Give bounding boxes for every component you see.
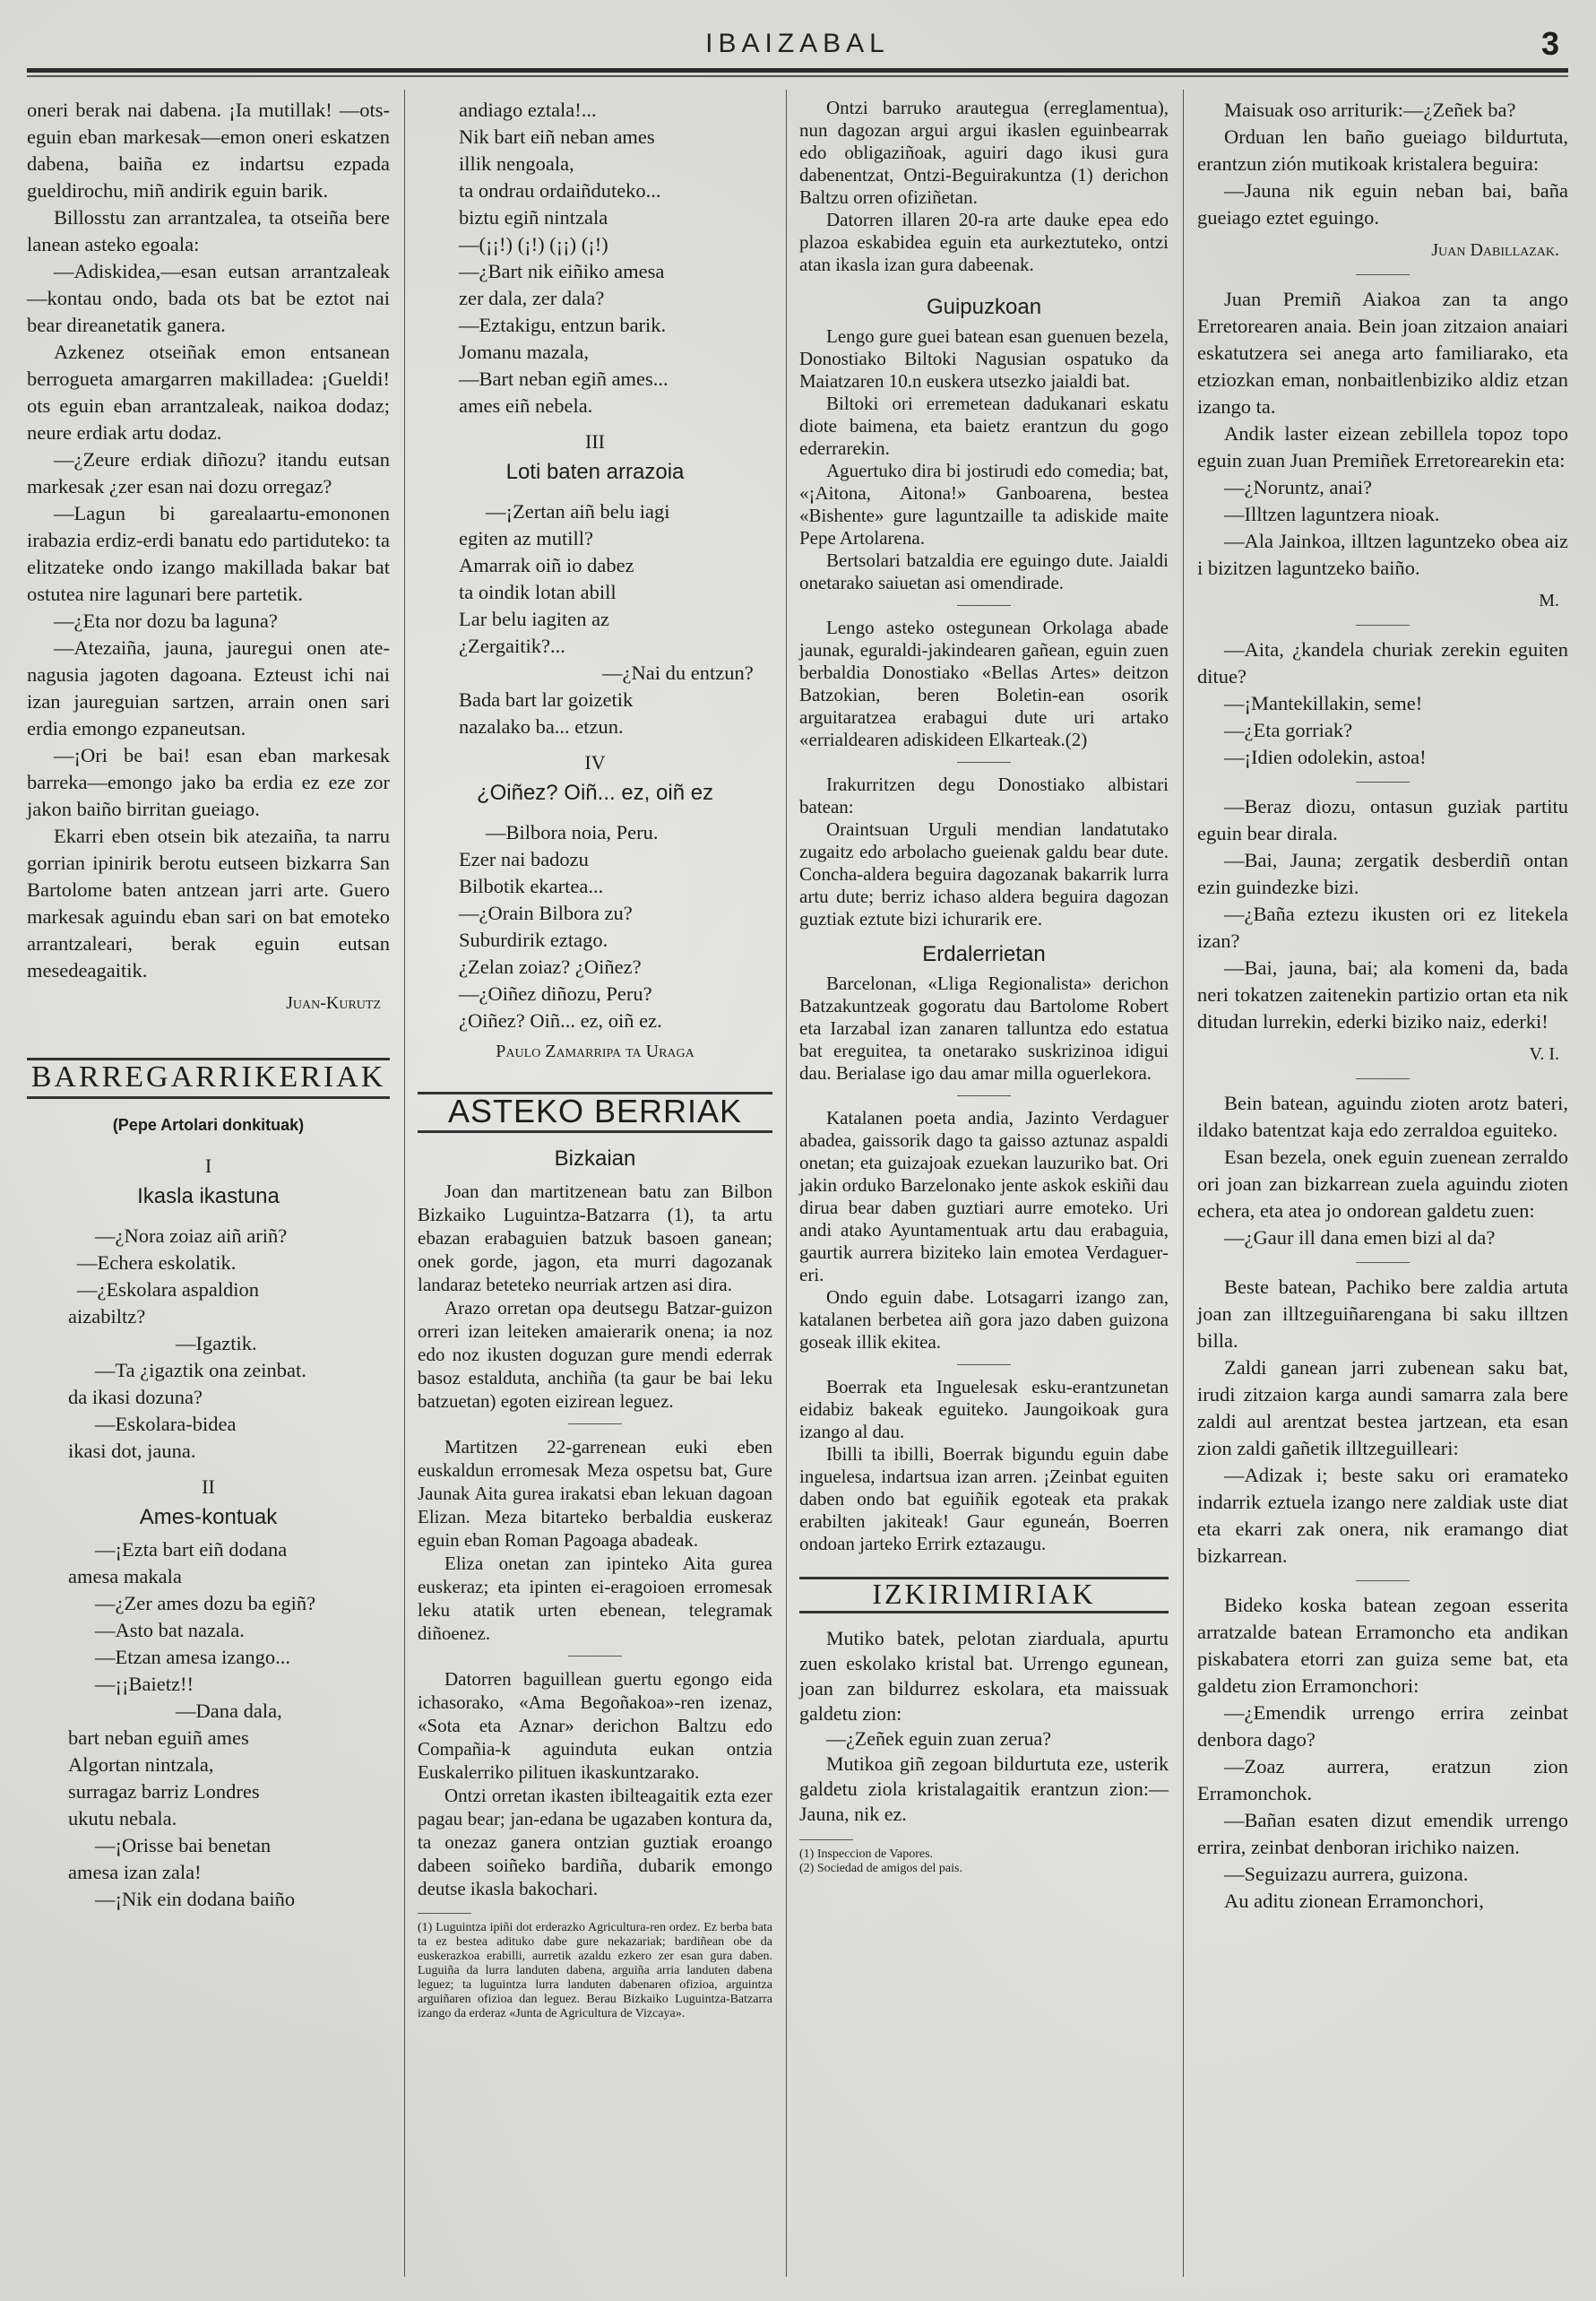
paragraph: —¿Zeñek eguin zuan zerua? [826, 1727, 1052, 1750]
paragraph: —¿Emendik urrengo errira zeinbat denbora dago? [1197, 1701, 1568, 1751]
footnote: (1) Inspeccion de Vapores. [799, 1847, 934, 1861]
verse-line: Nik bart eiñ neban ames [459, 125, 655, 148]
poem-lines [27, 1536, 390, 1913]
poem-title: Loti baten arrazoia [505, 460, 685, 484]
verse-line: —Etzan amesa izango... [95, 1646, 291, 1668]
poem-lines [418, 498, 772, 740]
section-subheading: (Pepe Artolari donkituak) [112, 1116, 305, 1134]
verse-line: andiago eztala!... [459, 99, 597, 121]
region-heading: Guipuzkoan [926, 295, 1042, 319]
paragraph: —Aita, ¿kandela churiak zerekin eguiten ditue? [1197, 638, 1568, 688]
paragraph: Ibilli ta ibilli, Boerrak bigundu eguin dabe inguelesa, indartsua izan arren. ¡Zeinbat eguiten daben ondo bat eguiñik egoteak eta prakak erabilten jakiteak! Gaur eguneán, Boerren ondoan jarteko Errirk eztazaugu. [799, 1443, 1169, 1554]
footnote-rule [418, 1913, 471, 1914]
paragraph: Ondo eguin dabe. Lotsagarri izango zan, katalanen berbetea aiñ gora jazo daben guizona goseak illik ekitea. [799, 1286, 1169, 1353]
paragraph: Barcelonan, «Lliga Regionalista» derichon Batzakuntzeak gogoratu dau Bartolome Robert eta Iarzabal izan zanaren talluntza edo estatua bat ereguitea, ta onetarako suskrizinoa idigui dau. Berialase igo dau amar milla oguerlekora. [799, 973, 1169, 1084]
verse-line: amesa makala [68, 1565, 182, 1587]
paragraph: Juan Premiñ Aiakoa zan ta ango Erretorearen anaia. Bein joan zitzaion anaiari eskatutzera sei anega arto familiarako, eta etziozkan eman, nonbaitlenbiziko aldiz etzan izango ta. [1197, 288, 1568, 418]
verse-line: —¡Orisse bai benetan [95, 1834, 272, 1856]
verse-line: —Bart neban egiñ ames... [459, 368, 669, 390]
verse-line: Bada bart lar goizetik [459, 688, 634, 711]
signature: M. [1539, 591, 1559, 610]
paragraph: Martitzen 22-garrenean euki eben euskaldun erromesak Meza ospetsu bat, Gure Jaunak Aita gurea irakatsi eban lekuan dagoan Elizan. Meza bitarteko berbaldia euskeraz eguin eban Roman Pagoaga abadeak. [418, 1436, 772, 1551]
verse-line: —Asto bat nazala. [95, 1619, 245, 1641]
separator [957, 1095, 1011, 1096]
paragraph: Bein batean, aguindu zioten arotz bateri, ildako batentzat kaja edo zerraldoa eguiteko. [1197, 1092, 1568, 1141]
verse-line: ta ondrau ordaiñduteko... [459, 179, 661, 202]
separator [957, 605, 1011, 606]
paragraph: —Zoaz aurrera, eratzun zion Erramonchok. [1197, 1755, 1568, 1804]
column-2 [418, 97, 772, 2021]
separator [1356, 1262, 1410, 1263]
verse-line: —Bilbora noia, Peru. [486, 821, 659, 843]
masthead [27, 25, 1568, 81]
verse-line: —¿Bart nik eiñiko amesa [459, 260, 665, 282]
region-heading: Bizkaian [554, 1146, 636, 1171]
section-heading: ASTEKO BERRIAK [418, 1092, 772, 1133]
column-1 [27, 97, 390, 1913]
column-divider [404, 90, 405, 2277]
masthead-rule-thin [27, 75, 1568, 77]
section-heading: BARREGARRIKERIAK [27, 1058, 390, 1099]
verse-line: zer dala, zer dala? [459, 287, 605, 309]
verse-line: ta oindik lotan abill [459, 581, 617, 603]
paragraph: Beste batean, Pachiko bere zaldia artuta joan zan illtzeguiñarengana bi saku illtzen billa. [1197, 1276, 1568, 1352]
paragraph: Aguertuko dira bi jostirudi edo comedia; bat, «¡Aitona, Aitona!» Ganboarena, bestea «Bishente» gure laguntzaille ta adiskide maite Pepe Artolarena. [799, 460, 1169, 549]
verse-line: egiten az mutill? [459, 527, 593, 549]
verse-line: bart neban eguiñ ames [68, 1726, 249, 1749]
paragraph: —Bai, jauna, bai; ala komeni da, bada neri tokatzen zaitenekin partizio ortan eta nik ditudan lurrekin, ederki biziko naiz, ederki! [1197, 956, 1568, 1033]
verse-line: Lar belu iagiten az [459, 608, 610, 630]
separator [1356, 1078, 1410, 1079]
verse-line: biztu egiñ nintzala [459, 206, 608, 229]
paragraph: —¿Eta gorriak? [1224, 719, 1353, 741]
poem-number: IV [584, 751, 606, 774]
paragraph: —¿Noruntz, anai? [1224, 476, 1372, 498]
paragraph: Arazo orretan opa deutsegu Batzar-guizon orreri izan leiteken amaierarik onena; ia noz edo noz ikusten doguzan gure mendi ederrak basoz estalduta, anchiña (ta gaur be bai leku batzuetan) egoten eizirean leguez. [418, 1297, 772, 1412]
paragraph: —¿Zeure erdiak diñozu? itandu eutsan markesak ¿zer esan nai dozu orregaz? [27, 448, 390, 497]
verse-line: —¿Oiñez diñozu, Peru? [459, 982, 652, 1005]
verse-line: Jomanu mazala, [459, 341, 589, 363]
paragraph: Maisuak oso arriturik:—¿Zeñek ba? [1224, 99, 1516, 121]
paragraph: Billosstu zan arrantzalea, ta otseiña bere lanean asteko egoala: [27, 206, 390, 255]
paragraph: Esan bezela, onek eguin zuenean zerraldo ori joan zan bizkarrean zuela aguindu zioten echera, eta atea jo ondorean galdetu zuen: [1197, 1146, 1568, 1222]
verse-line: ¿Zergaitik?... [459, 635, 565, 657]
signature: Juan-Kurutz [286, 993, 381, 1013]
paragraph: —Illtzen laguntzera nioak. [1224, 503, 1440, 525]
paragraph: Eliza onetan zan ipinteko Aita gurea euskeraz; eta ipinten ei-eragoioen erromesak leku atatik urten ebenean, telegramak diñoenez. [418, 1553, 772, 1644]
paragraph: Ontzi barruko arautegua (erreglamentua), nun dagozan argui argui ikaslen eguinbearrak edo obligaziñoak, aguiri dago ikusi gura dabenentzat, Ontzi-Beguirakuntza (1) derichon Baltzu orren ofiziñetan. [799, 97, 1169, 208]
paragraph: —Beraz diozu, ontasun guziak partitu eguin bear dirala. [1197, 795, 1568, 844]
paragraph: Oraintsuan Urguli mendian landatutako zugaitz edo arbolacho gueienak galdu bear dute. Concha-aldera beguira dagozanak bakarrik lurra artu dute; berriz ichaso aldera beguira dagozan guztiak eztute bizi ichurarik ere. [799, 818, 1169, 930]
verse-line: Ezer nai badozu [459, 848, 589, 870]
verse-line: —¿Nai du entzun? [602, 662, 754, 684]
separator [1356, 625, 1410, 626]
verse-line: nazalako ba... etzun. [459, 715, 624, 738]
verse-line: surragaz barriz Londres [68, 1780, 260, 1803]
paragraph: Datorren baguillean guertu egongo eida ichasorako, «Ama Begoñakoa»-ren izenaz, «Sota eta Aznar» derichon Baltzu edo Compañia-k aguinduta eukan ontzia Euskalerriko pilituen ikaskuntzarako. [418, 1668, 772, 1783]
verse-line: Amarrak oiñ io dabez [459, 554, 634, 576]
paragraph: Ekarri eben otsein bik atezaiña, ta narru gorrian ipinirik berotu eutseen bizkarra San Bartolome baten antzean jarri arte. Guero markesak aguindu eban sari on bat emoteko arrantzaleari, berak eguin eutsan mesedeagaitik. [27, 825, 390, 982]
poem-number: I [204, 1155, 212, 1177]
page-number: 3 [1540, 25, 1559, 62]
paragraph: Au aditu zionean Erramonchori, [1224, 1890, 1484, 1912]
footnote: (1) Luguintza ipiñi dot erderazko Agricultura-ren ordez. Ez berba bata ta ez bestea adituko dabe gure nekazariak; bardiñean obe da euskerazkoa erabilli, aurretik azaldu ezkero zer esan gura daben. Luguiña da lurra landuten dabena, arguiña arria landuten dabena leguez; ta luguintza lurra landuten dabenaren ofizioa, arguintza arguiñaren ofizioa dan leguez. Berau Bizkaiko Luguintza-Batzarra izango da erderaz «Junta de Agricultura de Vizcaya». [418, 1921, 772, 2020]
paragraph: —Ala Jainkoa, illtzen laguntzeko obea aiz i bizitzen laguntzeko baiño. [1197, 530, 1568, 579]
paragraph: Boerrak eta Inguelesak esku-erantzunetan eidabiz bakeak eguiteko. Jaungoikoak gura izango al dau. [799, 1376, 1169, 1442]
paragraph: Orduan len baño gueiago bildurtuta, erantzun zión mutikoak kristalera beguira: [1197, 125, 1568, 175]
verse-line: Suburdirik eztago. [459, 929, 608, 951]
verse-line: —¿Eskolara aspaldion [77, 1278, 260, 1301]
separator [1356, 274, 1410, 275]
poem-number: III [585, 430, 605, 453]
paragraph: Azkenez otseiñak emon entsanean berrogueta amargarren makilladea: ¡Gueldi! ots eguin eban arrantzaleak, naikoa dodaz; neure erdiak artu dodaz. [27, 341, 390, 444]
poem-lines [418, 97, 772, 420]
verse-line: ikasi dot, jauna. [68, 1440, 196, 1462]
verse-line: —(¡¡!) (¡!) (¡¡) (¡!) [459, 233, 608, 255]
paragraph: —Jauna nik eguin neban bai, baña gueiago eztet eguingo. [1197, 179, 1568, 229]
paragraph: —Adiskidea,—esan eutsan arrantzaleak—kontau ondo, bada ots bat be eztot nai bear direanetatik ganera. [27, 260, 390, 336]
paragraph: —Atezaiña, jauna, jauregui onen ate-nagusia jagoten dagoana. Ezteust ichi nai izan jaureguian sartzen, arrain onen sari erdia emongo ezpaneutsan. [27, 636, 390, 740]
verse-line: —Echera eskolatik. [77, 1251, 237, 1274]
poem-title: Ikasla ikastuna [137, 1184, 280, 1208]
column-4 [1197, 97, 1568, 1915]
paragraph: —¿Eta nor dozu ba laguna? [54, 610, 278, 632]
paragraph: —Bai, Jauna; zergatik desberdiñ ontan ezin guindezke bizi. [1197, 849, 1568, 898]
paragraph: —Seguizazu aurrera, guizona. [1224, 1863, 1469, 1885]
paragraph: Zaldi ganean jarri zubenean saku bat, irudi zitzaion karga aundi samarra zala bere zaldi aul arentzat bestea jartzean, eta esan zion zaldi gañetik illtzeguilleari: [1197, 1356, 1568, 1459]
paragraph: oneri berak nai dabena. ¡Ia mutillak! —ots-eguin eban markesak—emon oneri eskatzen dabena, baiña ez indartsu ezpada gueldirochu, miñ andirik eguin barik. [27, 99, 390, 202]
footnote: (2) Sociedad de amigos del pais. [799, 1862, 962, 1875]
separator [1356, 782, 1410, 783]
section-heading: IZKIRIMIRIAK [799, 1577, 1169, 1613]
separator [1356, 1580, 1410, 1581]
paragraph: —¡Mantekillakin, seme! [1224, 692, 1423, 714]
masthead-rule [27, 68, 1568, 73]
poem-title: ¿Oiñez? Oiñ... ez, oiñ ez [476, 781, 714, 805]
verse-line: —¡Nik ein dodana baiño [95, 1888, 296, 1910]
paragraph: Andik laster eizean zebillela topoz topo eguin zuan Juan Premiñek Erretorearekin eta: [1197, 422, 1568, 471]
verse-line: amesa izan zala! [68, 1861, 202, 1883]
region-heading: Erdalerrietan [922, 942, 1046, 966]
paragraph: Ontzi orretan ikasten ibilteagaitik ezta ezer pagau bear; jan-edana be ugazaben kontura da, ta onezaz ganera ontzian guztiak eroango dabeen soiñeko bardiña, dubarik emongo deutse ikasla bakochari. [418, 1785, 772, 1899]
column-3 [799, 97, 1169, 1876]
column-divider [786, 90, 787, 2277]
footnote-rule [799, 1839, 853, 1840]
paragraph: —¡Ori be bai! esan eban markesak barreka—emongo jako ba erdia ez eze zor jakon baiño birritan gueiago. [27, 744, 390, 820]
paragraph: Datorren illaren 20-ra arte dauke epea edo plazoa eskabidea eguin eta aurkeztuteko, ontzi atan ikasla izan gura dabeenak. [799, 209, 1169, 275]
verse-line: —Dana dala, [176, 1700, 282, 1722]
paragraph: —Bañan esaten dizut emendik urrengo errira, zeinbat denboran irichiko naizen. [1197, 1809, 1568, 1858]
paragraph: Mutiko batek, pelotan ziarduala, apurtu zuen eskolako kristal bat. Urrengo egunean, joan zan bildurrez eskolara, eta maissuak galdetu zion: [799, 1627, 1169, 1725]
paragraph: Lengo asteko ostegunean Orkolaga abade jaunak, eguraldi-jakindearen gañean, eguin zuen berbaldia Donostiako «Bellas Artes» deitzon Batzokian, beren Boletin-ean osorik arguitaratzea erabagui dute uri artako «errialdearen adiskideen Elkarteak.(2) [799, 617, 1169, 750]
verse-line: —Eskolara-bidea [95, 1413, 237, 1435]
paragraph: —Lagun bi garealaartu-emononen irabazia erdiz-erdi banatu edo partiduteko: ta elitzateke ondo izango makillada bakar bat ostutea nire lagunari bere partetik. [27, 502, 390, 605]
poem-lines [418, 819, 772, 1034]
verse-line: ¿Oiñez? Oiñ... ez, oiñ ez. [459, 1009, 662, 1032]
paragraph: —Adizak i; beste saku ori eramateko indarrik eztuela izango nere zaldiak uste diat eta ekarri zak onera, nik eramango diat bizkarrean. [1197, 1464, 1568, 1567]
verse-line: —¡¡Baietz!! [95, 1673, 194, 1695]
paragraph: —¡Idien odolekin, astoa! [1224, 746, 1427, 768]
verse-line: —¿Nora zoiaz aiñ ariñ? [95, 1224, 288, 1247]
paragraph: Lengo gure guei batean esan guenuen bezela, Donostiako Biltoki Nagusian ospatuko da Maiatzaren 10.n euskera utsezko jaialdi bat. [799, 325, 1169, 392]
poem-lines [27, 1223, 390, 1465]
paragraph: Irakurritzen degu Donostiako albistari batean: [799, 774, 1169, 817]
verse-line: ames eiñ nebela. [459, 394, 593, 417]
verse-line: aizabiltz? [68, 1305, 146, 1328]
verse-line: —¡Ezta bart eiñ dodana [95, 1538, 288, 1561]
signature: Juan Dabillazak. [1431, 240, 1559, 260]
paragraph: Katalanen poeta andia, Jazinto Verdaguer abadea, gaissorik dago ta gaisso aztunaz aspaldi onetan; eta guizajoak ezuekan lauzuriko bat. Ori jakin orduko Barzelonako jente askok eskiñi dau diruа bear daben guztiari aurre emoteko. Uri andi atako Ayuntamentuak artu dau erabaguia, gaurtik aurrera biziteko lain emotea Verdaguer-eri. [799, 1107, 1169, 1285]
verse-line: —¿Zer ames dozu ba egiñ? [95, 1592, 316, 1614]
verse-line: illik nengoala, [459, 152, 574, 175]
poem-title: Ames-kontuak [139, 1505, 278, 1529]
verse-line: —Eztakigu, entzun barik. [459, 314, 667, 336]
newspaper-title: IBAIZABAL [705, 29, 890, 58]
verse-line: Bilbotik ekartea... [459, 875, 604, 897]
paragraph: —¿Gaur ill dana emen bizi al da? [1224, 1226, 1496, 1249]
separator [568, 1423, 622, 1424]
verse-line: —¿Orain Bilbora zu? [459, 902, 633, 924]
verse-line: ukutu nebala. [68, 1807, 177, 1830]
paragraph: Bertsolari batzaldia ere eguingo dute. Jaialdi onetarako saiuetan asi omendirade. [799, 549, 1169, 593]
paragraph: Bideko koska batean zegoan esserita arratzalde batean Erramoncho eta andikan piskabatera etorri zan guiza seme bat, eta galdetu zion Erramonchori: [1197, 1594, 1568, 1697]
poem-number: II [202, 1475, 215, 1498]
verse-line: —Ta ¿igaztik ona zeinbat. [95, 1359, 306, 1381]
verse-line: Algortan nintzala, [68, 1753, 214, 1776]
separator [957, 762, 1011, 763]
verse-line: —Igaztik. [176, 1332, 257, 1354]
paragraph: —¿Baña eztezu ikusten ori ez litekela izan? [1197, 903, 1568, 952]
signature: V. I. [1529, 1044, 1559, 1064]
paragraph: Biltoki ori erremetean dadukanari eskatu diote baimena, eta baietz erantzun du gogo ederrarekin. [799, 393, 1169, 459]
paragraph: Mutikoa giñ zegoan bildurtuta eze, usterik galdetu ziola kristalagaitik erantzun zion:—Jauna, nik ez. [799, 1752, 1169, 1825]
paragraph: Joan dan martitzenean batu zan Bilbon Bizkaiko Luguintza-Batzarra (1), ta artu ebazan erabaguien batzuk basoen ganean; onek gorde, jagon, eta murri dagozanak landaraz beteteko neurriak artzen asi dira. [418, 1181, 772, 1295]
verse-line: ¿Zelan zoiaz? ¿Oiñez? [459, 956, 642, 978]
signature: Paulo Zamarripa ta Uraga [496, 1042, 694, 1061]
column-divider [1183, 90, 1184, 2277]
verse-line: da ikasi dozuna? [68, 1386, 203, 1408]
separator [568, 1656, 622, 1657]
verse-line: —¡Zertan aiñ belu iagi [486, 500, 670, 523]
separator [957, 1364, 1011, 1365]
